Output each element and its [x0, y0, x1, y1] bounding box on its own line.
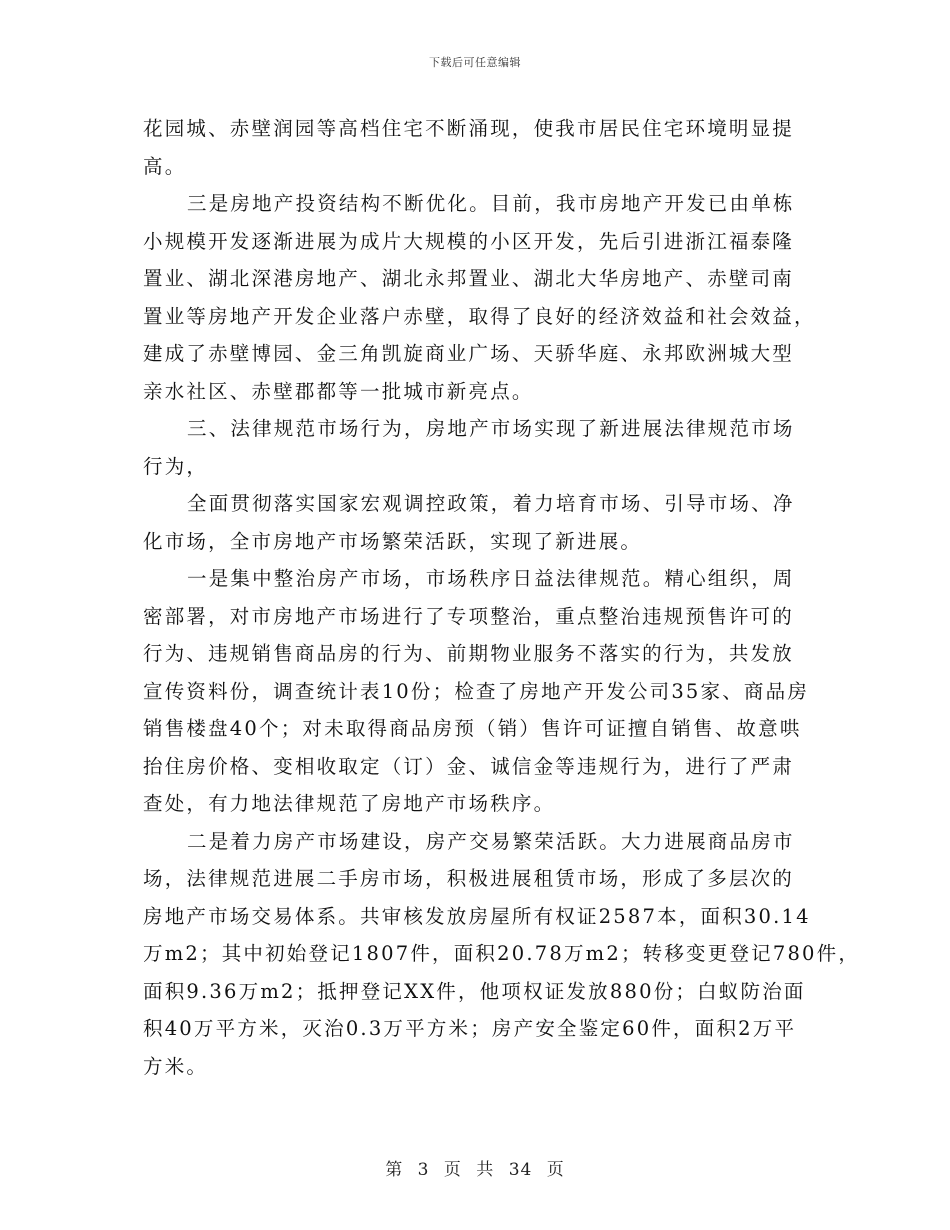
text-line: 房地产市场交易体系。共审核发放房屋所有权证2587本，面积30.14	[143, 904, 811, 928]
text-line: 密部署，对市房地产市场进行了专项整治，重点整治违规预售许可的	[143, 604, 795, 628]
text-line: 方米。	[143, 1054, 209, 1078]
text-line: 查处，有力地法律规范了房地产市场秩序。	[143, 792, 556, 815]
section-heading-line: 三、法律规范市场行为，房地产市场实现了新进展法律规范市场	[187, 417, 795, 440]
text-line: 小规模开发逐渐进展为成片大规模的小区开发，先后引进浙江福泰隆	[143, 229, 795, 253]
text-line: 置业等房地产开发企业落户赤壁，取得了良好的经济效益和社会效益，	[143, 304, 816, 328]
page-header-note: 下载后可任意编辑	[429, 56, 521, 69]
text-line: 行为、违规销售商品房的行为、前期物业服务不落实的行为，共发放	[143, 642, 795, 665]
text-line: 亲水社区、赤壁郡都等一批城市新亮点。	[143, 379, 534, 403]
text-line: 抬住房价格、变相收取定（订）金、诚信金等违规行为，进行了严肃	[143, 754, 795, 778]
paragraph-start-line: 二是着力房产市场建设，房产交易繁荣活跃。大力进展商品房市	[187, 829, 795, 853]
paragraph-start-line: 三是房地产投资结构不断优化。目前，我市房地产开发已由单栋	[187, 192, 795, 215]
section-heading-line: 行为，	[143, 454, 209, 478]
text-line: 建成了赤壁博园、金三角凯旋商业广场、天骄华庭、永邦欧洲城大型	[143, 342, 795, 365]
page-number-footer: 第 3 页 共 34 页	[385, 1160, 565, 1180]
text-line: 化市场，全市房地产市场繁荣活跃，实现了新进展。	[143, 529, 643, 553]
text-line: 面积9.36万m2；抵押登记XX件，他项权证发放880份；白蚁防治面	[143, 979, 806, 1003]
text-line: 宣传资料份，调查统计表10份；检查了房地产开发公司35家、商品房	[143, 679, 810, 703]
text-line: 销售楼盘40个；对未取得商品房预（销）售许可证擅自销售、故意哄	[143, 717, 802, 740]
text-line: 花园城、赤壁润园等高档住宅不断涌现，使我市居民住宅环境明显提	[143, 117, 795, 140]
text-line: 场，法律规范进展二手房市场，积极进展租赁市场，形成了多层次的	[143, 867, 795, 890]
text-line: 高。	[143, 154, 187, 178]
document-body	[143, 110, 861, 1085]
text-line: 积40万平方米，灭治0.3万平方米；房产安全鉴定60件，面积2万平	[143, 1017, 797, 1040]
paragraph-start-line: 一是集中整治房产市场，市场秩序日益法律规范。精心组织，周	[187, 567, 795, 590]
text-line: 置业、湖北深港房地产、湖北永邦置业、湖北大华房地产、赤壁司南	[143, 267, 795, 290]
text-line: 万m2；其中初始登记1807件，面积20.78万m2；转移变更登记780件，	[143, 942, 861, 965]
paragraph-start-line: 全面贯彻落实国家宏观调控政策，着力培育市场、引导市场、净	[187, 492, 795, 515]
